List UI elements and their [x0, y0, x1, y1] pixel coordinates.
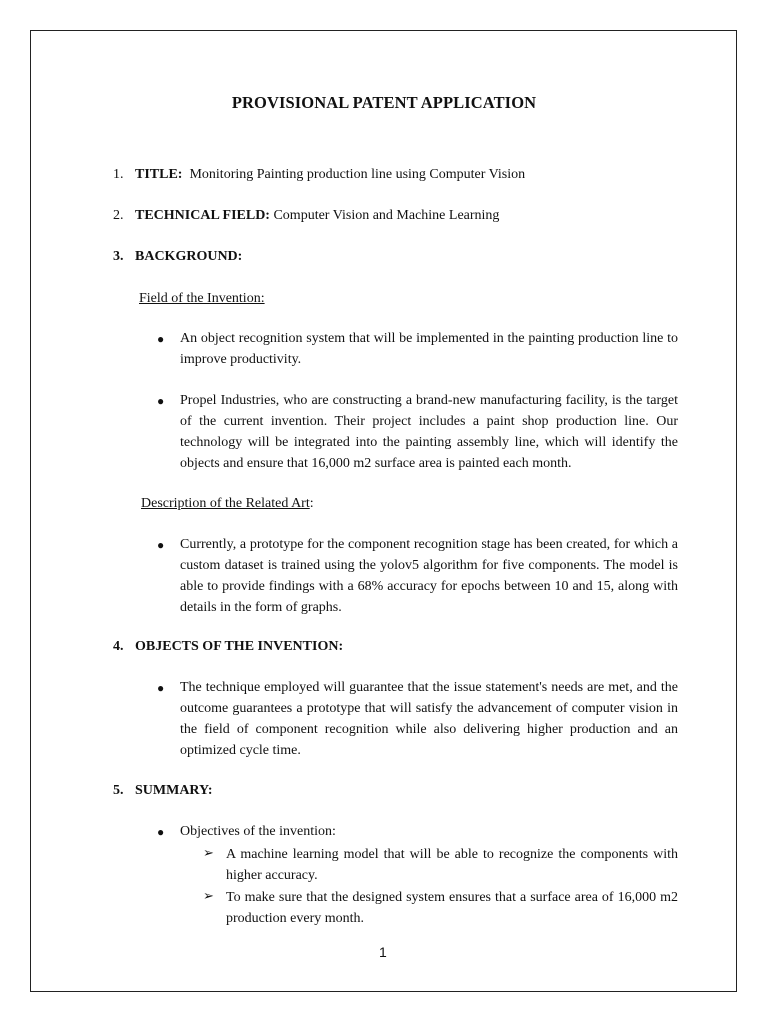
- item-number: 3.: [113, 249, 124, 264]
- arrow-bullet-icon: ➢: [203, 888, 214, 903]
- bullet-icon: ●: [157, 394, 165, 408]
- item-number: 5.: [113, 783, 124, 798]
- item-technical-field: [113, 205, 499, 226]
- related-bullet-1: Currently, a prototype for the component recognition stage has been created, for which a custom dataset is trained using the yolov5 algorithm for five components. The model is able to provide findings with a 68% accuracy for epochs between 10 and 15, along with details in the form of graphs.: [180, 537, 678, 615]
- bullet-icon: ●: [157, 538, 165, 552]
- bullet-icon: ●: [157, 825, 165, 839]
- field-bullet-1: An object recognition system that will be implemented in the painting production line to improve productivity.: [180, 331, 678, 367]
- item-text: Monitoring Painting production line using Computer Vision: [189, 167, 526, 182]
- item-number: 1.: [113, 167, 124, 182]
- field-bullet-2: Propel Industries, who are constructing a brand-new manufacturing facility, is the target of the current invention. Their project includes a paint shop production line. Our technology will be integrated into the painting assembly line, which will identify the objects and ensure that 16,000 m2 surface area is painted each month.: [180, 393, 678, 471]
- item-label: SUMMARY:: [135, 783, 213, 798]
- bullet-icon: ●: [157, 332, 165, 346]
- item-title: [113, 164, 525, 185]
- related-art-colon: :: [309, 496, 314, 511]
- item-objects: [113, 636, 343, 657]
- item-number: 4.: [113, 639, 124, 654]
- page-number: 1: [379, 944, 387, 960]
- related-art-heading: [141, 493, 314, 514]
- item-label: TITLE:: [135, 167, 183, 182]
- item-text: Computer Vision and Machine Learning: [273, 208, 500, 223]
- document-heading: PROVISIONAL PATENT APPLICATION: [231, 93, 537, 112]
- summary-bullet: Objectives of the invention:: [180, 824, 336, 839]
- item-label: OBJECTS OF THE INVENTION:: [135, 639, 344, 654]
- item-background: [113, 246, 242, 267]
- arrow-bullet-icon: ➢: [203, 845, 214, 860]
- item-label: TECHNICAL FIELD:: [135, 208, 270, 223]
- bullet-icon: ●: [157, 681, 165, 695]
- summary-subitem-1: A machine learning model that will be able to recognize the components with higher accuracy.: [226, 847, 678, 883]
- objects-bullet-1: The technique employed will guarantee that the issue statement's needs are met, and the outcome guarantees a prototype that will satisfy the advancement of computer vision in the field of component recognition while also delivering higher production and an optimized cycle time.: [180, 680, 678, 758]
- item-number: 2.: [113, 208, 124, 223]
- item-summary: [113, 780, 213, 801]
- summary-subitem-2: To make sure that the designed system ensures that a surface area of 16,000 m2 production every month.: [226, 890, 678, 926]
- item-label: BACKGROUND:: [135, 249, 243, 264]
- field-of-invention-heading: Field of the Invention:: [139, 291, 265, 306]
- related-art-heading-text: Description of the Related Art: [141, 496, 310, 511]
